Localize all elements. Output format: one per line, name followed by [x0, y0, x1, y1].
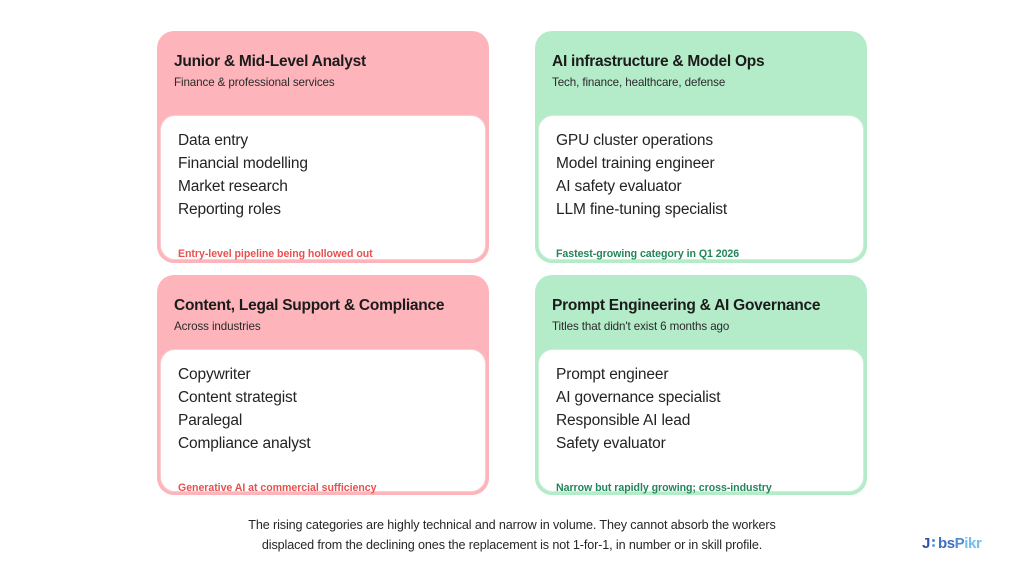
- card-header: [157, 31, 489, 90]
- card-subtitle: Finance & professional services: [174, 75, 335, 89]
- card-body-panel: [538, 349, 864, 492]
- card-title: AI infrastructure & Model Ops: [552, 53, 765, 70]
- role-list: [178, 130, 468, 222]
- card-note: Entry-level pipeline being hollowed out: [178, 247, 373, 260]
- list-item: Paralegal: [178, 411, 243, 429]
- list-item: Model training engineer: [556, 154, 715, 172]
- logo-part-p: P: [954, 534, 965, 552]
- card-note: Fastest-growing category in Q1 2026: [556, 247, 740, 260]
- card-title: Content, Legal Support & Compliance: [174, 297, 445, 314]
- card-junior-mid-level-analyst[interactable]: [157, 31, 489, 263]
- card-subtitle: Across industries: [174, 319, 261, 333]
- card-header: [535, 275, 867, 334]
- card-note: Narrow but rapidly growing; cross-industry: [556, 481, 772, 494]
- card-note: Generative AI at commercial sufficiency: [178, 481, 377, 494]
- list-item: Responsible AI lead: [556, 411, 691, 429]
- caption-line-1: The rising categories are highly technical and narrow in volume. They cannot absorb the workers: [248, 518, 776, 532]
- logo-part-j: J: [922, 534, 930, 552]
- list-item: LLM fine-tuning specialist: [556, 200, 727, 218]
- list-item: Compliance analyst: [178, 434, 311, 452]
- logo-dots-icon: [930, 537, 938, 550]
- card-body-panel: [160, 115, 486, 260]
- logo-part-bs: bs: [937, 534, 955, 552]
- card-header: [157, 275, 489, 334]
- list-item: Market research: [178, 177, 288, 195]
- logo-part-ikr: ikr: [964, 534, 982, 552]
- card-content-legal-support-compliance[interactable]: [157, 275, 489, 495]
- list-item: GPU cluster operations: [556, 132, 713, 149]
- category-card-grid: [157, 31, 867, 495]
- list-item: Content strategist: [178, 388, 297, 406]
- card-header: [535, 31, 867, 90]
- caption-line-2: displaced from the declining ones the replacement is not 1-for-1, in number or in skill profile.: [261, 537, 763, 552]
- card-body-panel: [160, 349, 486, 492]
- card-prompt-engineering-ai-governance[interactable]: [535, 275, 867, 495]
- list-item: Data entry: [178, 132, 249, 149]
- list-item: Copywriter: [178, 366, 251, 383]
- card-body-panel: [538, 115, 864, 260]
- role-list: [178, 364, 468, 456]
- card-subtitle: Tech, finance, healthcare, defense: [552, 75, 726, 89]
- card-subtitle: Titles that didn't exist 6 months ago: [552, 319, 730, 333]
- list-item: Safety evaluator: [556, 434, 666, 452]
- list-item: Prompt engineer: [556, 366, 669, 383]
- list-item: Financial modelling: [178, 154, 308, 172]
- list-item: Reporting roles: [178, 200, 281, 218]
- role-list: [556, 364, 846, 456]
- card-title: Junior & Mid-Level Analyst: [174, 53, 366, 70]
- card-ai-infrastructure-model-ops[interactable]: [535, 31, 867, 263]
- jobspikr-logo[interactable]: [922, 533, 981, 553]
- card-title: Prompt Engineering & AI Governance: [552, 297, 821, 314]
- list-item: AI safety evaluator: [556, 177, 682, 195]
- list-item: AI governance specialist: [556, 388, 721, 406]
- footer-caption: [0, 516, 1024, 555]
- role-list: [556, 130, 846, 222]
